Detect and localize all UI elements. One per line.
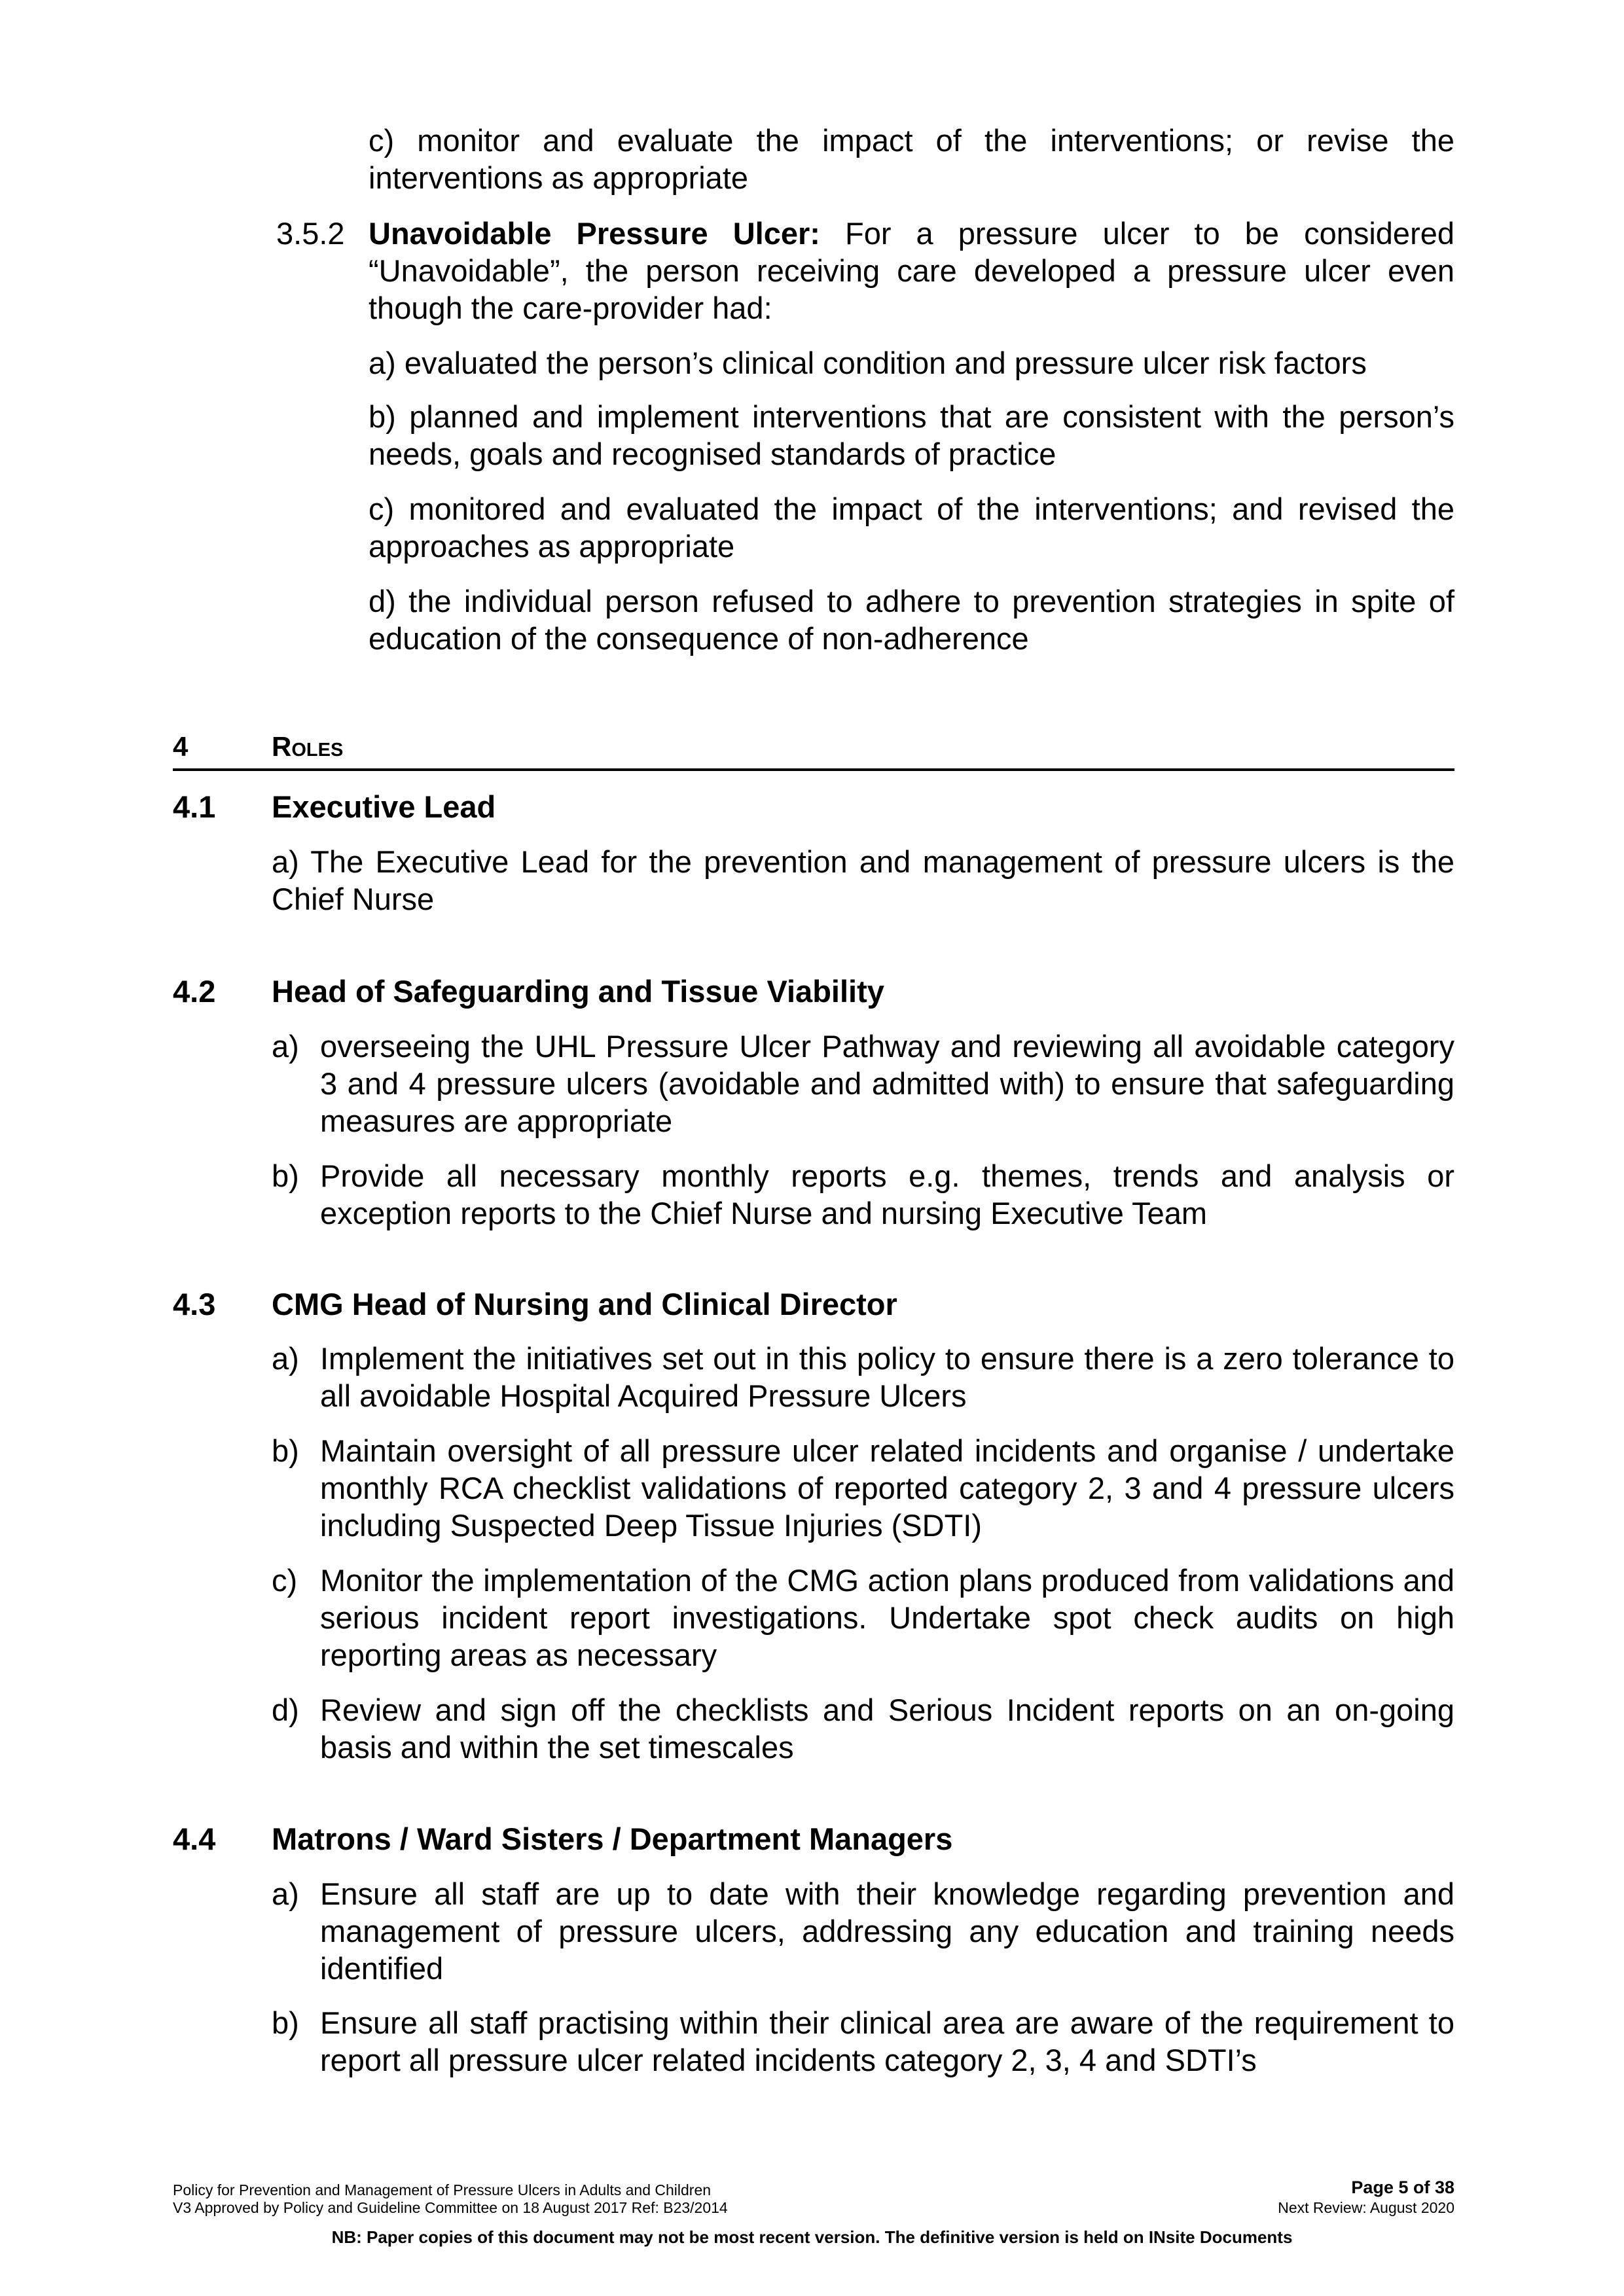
list-item-4-4-a xyxy=(272,1875,1454,1987)
list-item-3-5-2-c: c) monitored and evaluated the impact of the interventions; and revised the approaches as appropriate xyxy=(369,492,1454,564)
list-item-4-3-d xyxy=(272,1691,1454,1766)
list-item-text: Implement the initiatives set out in this policy to ensure there is a zero tolerance to all avoidable Hospital Acquired Pressure Ulcers xyxy=(320,1341,1454,1413)
list-item-4-4-b xyxy=(272,2004,1454,2079)
list-item-label: a) xyxy=(272,1341,299,1376)
list-item-label: b) xyxy=(272,1433,299,1468)
list-item-label: a) xyxy=(272,1029,299,1064)
list-item-text: Review and sign off the checklists and Serious Incident reports on an on-going basis and within the set timescales xyxy=(320,1693,1454,1765)
section-heading-matrons: Matrons / Ward Sisters / Department Managers xyxy=(272,1821,953,1856)
paragraph-3-5-1-c: c) monitor and evaluate the impact of the interventions; or revise the interventions as appropriate xyxy=(369,123,1454,195)
section-heading-head-of-safeguarding: Head of Safeguarding and Tissue Viability xyxy=(272,974,884,1009)
list-item-3-5-2-d: d) the individual person refused to adhere to prevention strategies in spite of education of the consequence of non-adherence xyxy=(369,584,1454,656)
list-item-label: b) xyxy=(272,1158,299,1193)
paragraph-3-5-2 xyxy=(276,215,1454,327)
section-number-3-5-2: 3.5.2 xyxy=(276,216,345,251)
list-item-4-2-a xyxy=(272,1028,1454,1139)
list-item-label: b) xyxy=(272,2005,299,2040)
list-item-3-5-2-a: a) evaluated the person’s clinical condition and pressure ulcer risk factors xyxy=(369,346,1367,380)
list-item-label: d) xyxy=(272,1693,299,1727)
list-item-text: Monitor the implementation of the CMG action plans produced from validations and serious incident report investigations. Undertake spot check audits on high reporting areas as necessary xyxy=(320,1563,1454,1672)
footer-paper-copy-notice: NB: Paper copies of this document may not be most recent version. The definitive version is held on INsite Documents xyxy=(331,2227,1293,2247)
section-divider xyxy=(173,768,1454,771)
list-item-4-3-b xyxy=(272,1432,1454,1544)
section-number-4-2: 4.2 xyxy=(173,974,216,1009)
term-unavoidable-pressure-ulcer: Unavoidable Pressure Ulcer: xyxy=(369,216,820,251)
footer-document-title: Policy for Prevention and Management of Pressure Ulcers in Adults and Children xyxy=(173,2181,712,2198)
section-number-4-3: 4.3 xyxy=(173,1287,216,1321)
paragraph-4-1-a: a) The Executive Lead for the prevention and management of pressure ulcers is the Chief Nurse xyxy=(272,844,1454,916)
paragraph-3-5-2-text xyxy=(369,215,1454,327)
list-item-label: a) xyxy=(272,1876,299,1911)
list-item-4-2-b xyxy=(272,1157,1454,1232)
list-item-text: Ensure all staff practising within their clinical area are aware of the requirement to report all pressure ulcer related incidents category 2, 3, 4 and SDTI’s xyxy=(320,2005,1454,2077)
list-item-3-5-2-b: b) planned and implement interventions that are consistent with the person’s needs, goals and recognised standards of practice xyxy=(369,399,1454,471)
section-number-4: 4 xyxy=(173,731,189,762)
footer-approval-info: V3 Approved by Policy and Guideline Committee on 18 August 2017 Ref: B23/2014 xyxy=(173,2199,728,2216)
paragraph-3-5-2-intro: For a pressure ulcer to be considered “Unavoidable”, the person receiving care developed a pressure ulcer even though the care-provider had: xyxy=(369,216,1454,325)
footer-page-number: Page 5 of 38 xyxy=(1351,2178,1454,2197)
list-item-text: Maintain oversight of all pressure ulcer related incidents and organise / undertake monthly RCA checklist validations of reported category 2, 3 and 4 pressure ulcers including Suspected Deep Tissue Injuries (SDTI) xyxy=(320,1433,1454,1543)
section-heading-cmg-head-of-nursing: CMG Head of Nursing and Clinical Director xyxy=(272,1287,897,1321)
list-item-text: overseeing the UHL Pressure Ulcer Pathway and reviewing all avoidable category 3 and 4 pressure ulcers (avoidable and admitted with) to ensure that safeguarding measures are appropriate xyxy=(320,1029,1454,1138)
section-heading-roles: Roles xyxy=(272,731,344,762)
section-number-4-4: 4.4 xyxy=(173,1821,216,1856)
list-item-4-3-a xyxy=(272,1340,1454,1414)
section-number-4-1: 4.1 xyxy=(173,789,216,824)
footer-next-review: Next Review: August 2020 xyxy=(1278,2199,1454,2216)
list-item-text: Provide all necessary monthly reports e.g. themes, trends and analysis or exception reports to the Chief Nurse and nursing Executive Team xyxy=(320,1158,1454,1230)
list-item-label: c) xyxy=(272,1563,298,1598)
list-item-text: Ensure all staff are up to date with their knowledge regarding prevention and management of pressure ulcers, addressing any education and training needs identified xyxy=(320,1876,1454,1986)
list-item-4-3-c xyxy=(272,1562,1454,1674)
section-heading-executive-lead: Executive Lead xyxy=(272,789,496,824)
